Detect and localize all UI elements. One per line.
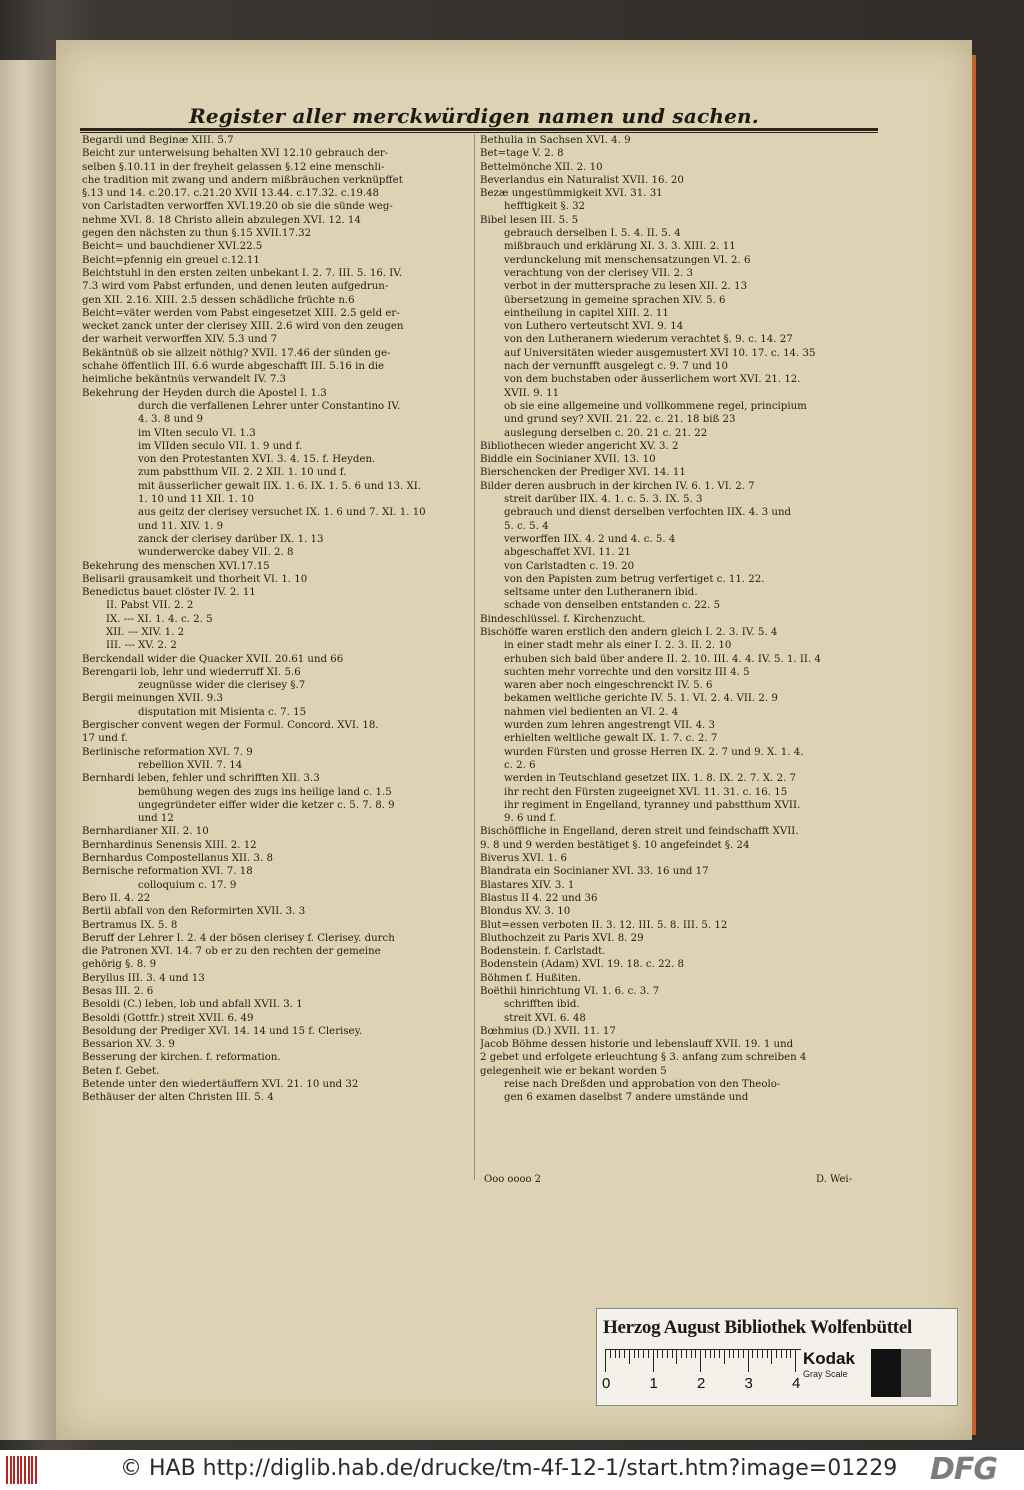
index-entry: verdunckelung mit menschensatzungen VI. 2. 6 xyxy=(504,254,751,266)
index-entry: erhielten weltliche gewalt IX. 1. 7. c. 2. 7 xyxy=(504,733,718,745)
index-entry: Beruff der Lehrer I. 2. 4 der bösen clerisey f. Clerisey. durch xyxy=(82,932,395,944)
barcode-stripe xyxy=(31,1456,33,1484)
index-entry: streit XVI. 6. 48 xyxy=(504,1012,586,1024)
ruler-tick xyxy=(672,1350,673,1358)
index-entry: Bertramus IX. 5. 8 xyxy=(82,919,178,931)
credit-bar xyxy=(0,1450,1024,1490)
index-entry: Betende unter den wiedertäuffern XVI. 21. 10 und 32 xyxy=(82,1079,359,1091)
index-entry: von den Protestanten XVI. 3. 4. 15. f. Heyden. xyxy=(138,454,376,466)
index-entry: Benedictus bauet clöster IV. 2. 11 xyxy=(82,587,256,599)
index-entry: Bernische reformation XVI. 7. 18 xyxy=(82,866,253,878)
index-entry: gebrauch derselben I. 5. 4. II. 5. 4 xyxy=(504,228,681,240)
index-entry: rebellion XVII. 7. 14 xyxy=(138,759,243,771)
previous-page-edge xyxy=(0,60,58,1440)
ruler-tick xyxy=(705,1350,706,1358)
index-entry: Bernhardinus Senensis XIII. 2. 12 xyxy=(82,839,257,851)
ruler-tick xyxy=(729,1350,730,1358)
index-entry: verachtung von der clerisey VII. 2. 3 xyxy=(504,267,694,279)
index-entry: Bilder deren ausbruch in der kirchen IV. 6. 1. VI. 2. 7 xyxy=(480,480,755,492)
index-entry: von Luthero verteutscht XVI. 9. 14 xyxy=(504,321,684,333)
index-entry: der warheit verworffen XIV. 5.3 und 7 xyxy=(82,334,278,346)
index-entry: wunderwercke dabey VII. 2. 8 xyxy=(138,547,294,559)
index-entry: Bethäuser der alten Christen III. 5. 4 xyxy=(82,1092,274,1104)
index-entry: reise nach Dreßden und approbation von den Theolo- xyxy=(504,1079,781,1091)
ruler-tick xyxy=(733,1350,734,1358)
page-header: Register aller merckwürdigen namen und sachen. xyxy=(189,104,759,128)
right-column xyxy=(480,134,880,1105)
ruler-tick xyxy=(695,1350,696,1358)
ruler-tick xyxy=(767,1350,768,1358)
index-entry: Besoldi (Gottfr.) streit XVII. 6. 49 xyxy=(82,1012,254,1024)
credit-link[interactable]: © HAB http://diglib.hab.de/drucke/tm-4f-12-1/start.htm?image=01229 xyxy=(120,1456,898,1481)
index-entry: schade von denselben entstanden c. 22. 5 xyxy=(504,600,721,612)
index-entry: Blastus II 4. 22 und 36 xyxy=(480,892,598,904)
ruler-tick xyxy=(710,1350,711,1358)
index-entry: und grund sey? XVII. 21. 22. c. 21. 18 biß 23 xyxy=(504,414,736,426)
index-entry: c. 2. 6 xyxy=(504,759,536,771)
ruler-tick xyxy=(643,1350,644,1358)
index-entry: Bekehrung des menschen XVI.17.15 xyxy=(82,560,270,572)
index-entry: zanck der clerisey darüber IX. 1. 13 xyxy=(138,533,324,545)
kodak-logo: Kodak xyxy=(803,1349,855,1368)
index-entry: selben §.10.11 in der freyheit gelassen §.12 eine menschli- xyxy=(82,161,385,173)
index-entry: Beryllus III. 3. 4 und 13 xyxy=(82,972,205,984)
ruler-tick xyxy=(653,1350,654,1372)
index-entry: Bischöffe waren erstlich den andern gleich I. 2. 3. IV. 5. 4 xyxy=(480,626,778,638)
barcode-stripe xyxy=(28,1456,30,1484)
index-entry: übersetzung in gemeine sprachen XIV. 5. 6 xyxy=(504,294,726,306)
index-entry: Beicht zur unterweisung behalten XVI 12.10 gebrauch der- xyxy=(82,148,389,160)
ruler-tick xyxy=(757,1350,758,1358)
ruler-tick xyxy=(743,1350,744,1358)
ruler-tick xyxy=(790,1350,791,1358)
index-entry: Bierschencken der Prediger XVI. 14. 11 xyxy=(480,467,686,479)
index-entry: im VIIden seculo VII. 1. 9 und f. xyxy=(138,440,303,452)
gray-swatch-dark xyxy=(871,1349,901,1397)
index-entry: Bibliothecen wieder angericht XV. 3. 2 xyxy=(480,440,679,452)
index-entry: die Patronen XVI. 14. 7 ob er zu den rechten der gemeine xyxy=(82,946,381,958)
signature-mark: Ooo oooo 2 xyxy=(484,1174,542,1185)
index-entry: Besserung der kirchen. f. reformation. xyxy=(82,1052,281,1064)
index-entry: von den Lutheranern wiederum verachtet §. 9. c. 14. 27 xyxy=(504,334,793,346)
index-entry: erhuben sich bald über andere II. 2. 10. III. 4. 4. IV. 5. 1. II. 4 xyxy=(504,653,821,665)
ruler-tick xyxy=(610,1350,611,1358)
index-entry: 17 und f. xyxy=(82,733,128,745)
ruler-tick xyxy=(748,1350,749,1372)
index-entry: abgeschaffet XVI. 11. 21 xyxy=(504,547,631,559)
ruler-tick xyxy=(648,1350,649,1358)
ruler-tick xyxy=(752,1350,753,1358)
index-entry: von dem buchstaben oder äusserlichem wort XVI. 21. 12. xyxy=(504,374,801,386)
index-entry: Bibel lesen III. 5. 5 xyxy=(480,214,579,226)
ruler-tick xyxy=(771,1350,772,1364)
catchword: D. Wei- xyxy=(816,1174,852,1185)
index-entry: schahe öffentlich III. 6.6 wurde abgeschafft III. 5.16 in die xyxy=(82,361,385,373)
index-entry: ob sie eine allgemeine und vollkommene regel, principium xyxy=(504,400,807,412)
index-entry: im VIten seculo VI. 1.3 xyxy=(138,427,256,439)
ruler-number: 4 xyxy=(792,1375,801,1392)
index-entry: durch die verfallenen Lehrer unter Constantino IV. xyxy=(138,400,401,412)
index-entry: Begardi und Beginæ XIII. 5.7 xyxy=(82,135,234,146)
index-entry: Blandrata ein Socinianer XVI. 33. 16 und 17 xyxy=(480,866,709,878)
index-entry: Bernhardianer XII. 2. 10 xyxy=(82,826,209,838)
index-entry: II. Pabst VII. 2. 2 xyxy=(106,600,194,612)
ruler-tick xyxy=(795,1350,796,1372)
index-entry: Bœhmius (D.) XVII. 11. 17 xyxy=(480,1025,616,1037)
scale-ruler xyxy=(605,1349,801,1374)
index-entry: mit äusserlicher gewalt IIX. 1. 6. IX. 1. 5. 6 und 13. XI. xyxy=(138,480,422,492)
index-entry: ihr recht den Fürsten zugeeignet XVI. 11. 31. c. 16. 15 xyxy=(504,786,788,798)
index-entry: Berckendall wider die Quacker XVII. 20.61 und 66 xyxy=(82,653,344,665)
index-entry: gen 6 examen daselbst 7 andere umstände und xyxy=(504,1092,749,1104)
index-entry: Bergischer convent wegen der Formul. Concord. XVI. 18. xyxy=(82,720,379,732)
ruler-tick xyxy=(662,1350,663,1358)
index-entry: nahmen viel bedienten an VI. 2. 4 xyxy=(504,706,679,718)
barcode-icon xyxy=(6,1456,40,1484)
index-entry: Beichtstuhl in den ersten zeiten unbekant I. 2. 7. III. 5. 16. IV. xyxy=(82,267,403,279)
ruler-number: 1 xyxy=(649,1375,658,1392)
index-entry: suchten mehr vorrechte und den vorsitz III 4. 5 xyxy=(504,666,750,678)
index-entry: 2 gebet und erfolgete erleuchtung § 3. anfang zum schreiben 4 xyxy=(480,1052,807,1064)
index-entry: Bodenstein. f. Carlstadt. xyxy=(480,946,606,958)
barcode-stripe xyxy=(17,1456,19,1484)
index-entry: Besoldi (C.) leben, lob und abfall XVII. 3. 1 xyxy=(82,999,303,1011)
index-entry: 1. 10 und 11 XII. 1. 10 xyxy=(138,494,254,506)
index-entry: gegen den nächsten zu thun §.15 XVII.17.32 xyxy=(82,228,312,240)
index-entry: verbot in der muttersprache zu lesen XII. 2. 13 xyxy=(504,281,748,293)
index-entry: nach der vernunfft ausgelegt c. 9. 7 und 10 xyxy=(504,361,728,373)
index-entry: zum pabstthum VII. 2. 2 XII. 1. 10 und f. xyxy=(138,467,347,479)
index-entry: aus geitz der clerisey versuchet IX. 1. 6 und 7. XI. 1. 10 xyxy=(138,507,426,519)
index-entry: in einer stadt mehr als einer I. 2. 3. II. 2. 10 xyxy=(504,640,732,652)
index-entry: verworffen IIX. 4. 2 und 4. c. 5. 4 xyxy=(504,533,676,545)
index-entry: auf Universitäten wieder ausgemustert XVI 10. 17. c. 14. 35 xyxy=(504,347,816,359)
index-entry: Bertii abfall von den Reformirten XVII. 3. 3 xyxy=(82,906,306,918)
ruler-number: 0 xyxy=(602,1375,611,1392)
index-entry: Blastares XIV. 3. 1 xyxy=(480,879,575,891)
index-entry: XII. --- XIV. 1. 2 xyxy=(106,626,185,638)
index-entry: 9. 8 und 9 werden bestätiget §. 10 angefeindet §. 24 xyxy=(480,839,750,851)
index-entry: Bethulia in Sachsen XVI. 4. 9 xyxy=(480,135,631,146)
index-entry: Jacob Böhme dessen historie und lebenslauff XVII. 19. 1 und xyxy=(480,1039,794,1051)
dfg-logo: DFG xyxy=(930,1452,998,1487)
index-entry: Besoldung der Prediger XVI. 14. 14 und 15 f. Clerisey. xyxy=(82,1025,363,1037)
header-rule-thin xyxy=(80,132,878,133)
ruler-tick xyxy=(634,1350,635,1358)
ruler-tick xyxy=(605,1350,606,1372)
index-entry: Belisarii grausamkeit und thorheit VI. 1. 10 xyxy=(82,573,308,585)
index-entry: wurden Fürsten und grosse Herren IX. 2. 7 und 9. X. 1. 4. xyxy=(504,746,804,758)
ruler-tick xyxy=(638,1350,639,1358)
index-entry: von Carlstadten c. 19. 20 xyxy=(504,560,635,572)
ruler-tick xyxy=(619,1350,620,1358)
index-entry: 5. c. 5. 4 xyxy=(504,520,549,532)
index-entry: und 12 xyxy=(138,813,174,825)
index-entry: gelegenheit wie er bekant worden 5 xyxy=(480,1065,667,1077)
index-entry: nehme XVI. 8. 18 Christo allein abzulegen XVI. 12. 14 xyxy=(82,214,361,226)
index-entry: bemühung wegen des zugs ins heilige land c. 1.5 xyxy=(138,786,392,798)
gray-swatch-mid xyxy=(901,1349,931,1397)
index-entry: Bet=tage V. 2. 8 xyxy=(480,148,564,160)
index-entry: von den Papisten zum betrug verfertiget c. 11. 22. xyxy=(504,573,765,585)
ruler-tick xyxy=(738,1350,739,1358)
index-entry: Bessarion XV. 3. 9 xyxy=(82,1039,175,1051)
index-entry: Bernhardi leben, fehler und schrifften XII. 3.3 xyxy=(82,773,320,785)
index-entry: Beverlandus ein Naturalist XVII. 16. 20 xyxy=(480,174,684,186)
ruler-tick xyxy=(686,1350,687,1358)
index-entry: streit darüber IIX. 4. 1. c. 5. 3. IX. 5. 3 xyxy=(504,494,703,506)
left-column xyxy=(82,134,472,1105)
index-entry: Beicht= und bauchdiener XVI.22.5 xyxy=(82,241,263,253)
ruler-tick xyxy=(776,1350,777,1358)
index-entry: Böhmen f. Hußiten. xyxy=(480,972,581,984)
index-entry: Blut=essen verboten II. 3. 12. III. 5. 8. III. 5. 12 xyxy=(480,919,728,931)
index-entry: Bezæ ungestümmigkeit XVI. 31. 31 xyxy=(480,188,663,200)
index-entry: Bergii meinungen XVII. 9.3 xyxy=(82,693,223,705)
ruler-tick xyxy=(700,1350,701,1372)
index-entry: seltsame unter den Lutheranern ibid. xyxy=(504,587,698,599)
ruler-tick xyxy=(676,1350,677,1364)
index-entry: Boëthii hinrichtung VI. 1. 6. c. 3. 7 xyxy=(480,986,660,997)
index-entry: disputation mit Misienta c. 7. 15 xyxy=(138,706,307,718)
index-entry: Bettelmönche XII. 2. 10 xyxy=(480,161,603,173)
gray-scale-label: Gray Scale xyxy=(803,1369,848,1379)
ruler-tick xyxy=(667,1350,668,1358)
index-entry: 4. 3. 8 und 9 xyxy=(138,414,204,426)
index-entry: ihr regiment in Engelland, tyranney und pabstthum XVII. xyxy=(504,799,801,811)
index-entry: Bluthochzeit zu Paris XVI. 8. 29 xyxy=(480,932,644,944)
index-entry: wecket zanck unter der clerisey XIII. 2.6 wird von den zeugen xyxy=(82,321,404,333)
index-entry: Biddle ein Socinianer XVII. 13. 10 xyxy=(480,454,656,466)
index-entry: eintheilung in capitel XIII. 2. 11 xyxy=(504,307,669,319)
index-entry: Beicht=väter werden vom Pabst eingesetzet XIII. 2.5 geld er- xyxy=(82,307,400,319)
index-entry: waren aber noch eingeschrenckt IV. 5. 6 xyxy=(504,680,713,692)
index-entry: ungegründeter eiffer wider die ketzer c. 5. 7. 8. 9 xyxy=(138,799,395,811)
header-rule xyxy=(80,128,878,131)
index-entry: 9. 6 und f. xyxy=(504,813,557,825)
index-entry: Blondus XV. 3. 10 xyxy=(480,906,571,918)
index-entry: hefftigkeit §. 32 xyxy=(504,201,586,213)
ruler-tick xyxy=(786,1350,787,1358)
index-entry: Bekäntnüß ob sie allzeit nöthig? XVII. 17.46 der sünden ge- xyxy=(82,347,391,359)
index-entry: Besas III. 2. 6 xyxy=(82,986,154,997)
index-entry: Bero II. 4. 22 xyxy=(82,892,151,904)
index-entry: III. --- XV. 2. 2 xyxy=(106,640,177,652)
library-name: Herzog August Bibliothek Wolfenbüttel xyxy=(603,1317,912,1338)
ruler-tick xyxy=(724,1350,725,1364)
index-entry: Bekehrung der Heyden durch die Apostel I. 1.3 xyxy=(82,387,327,399)
index-entry: Bernhardus Compostellanus XII. 3. 8 xyxy=(82,853,273,865)
index-entry: XVII. 9. 11 xyxy=(504,387,560,399)
index-entry: zeugnüsse wider die clerisey §.7 xyxy=(138,680,306,692)
index-entry: Beten f. Gebet. xyxy=(82,1065,160,1077)
index-entry: bekamen weltliche gerichte IV. 5. 1. VI. 2. 4. VII. 2. 9 xyxy=(504,693,778,705)
barcode-stripe xyxy=(35,1456,37,1484)
ruler-tick xyxy=(681,1350,682,1358)
index-entry: Bischöffliche in Engelland, deren streit und feindschafft XVII. xyxy=(480,826,799,838)
index-entry: Berengarii lob, lehr und wiederruff XI. 5.6 xyxy=(82,666,301,678)
ruler-tick xyxy=(691,1350,692,1358)
index-entry: schrifften ibid. xyxy=(504,999,580,1011)
ruler-tick xyxy=(781,1350,782,1358)
index-entry: Bindeschlüssel. f. Kirchenzucht. xyxy=(480,613,646,625)
index-entry: und 11. XIV. 1. 9 xyxy=(138,520,224,532)
index-entry: Beicht=pfennig ein greuel c.12.11 xyxy=(82,254,260,266)
ruler-tick xyxy=(624,1350,625,1358)
barcode-stripe xyxy=(13,1456,15,1484)
index-entry: 7.3 wird vom Pabst erfunden, und denen leuten aufgedrun- xyxy=(82,281,389,293)
barcode-stripe xyxy=(6,1456,8,1484)
index-entry: von Carlstadten verworffen XVI.19.20 ob sie die sünde weg- xyxy=(82,201,393,213)
index-entry: werden in Teutschland gesetzet IIX. 1. 8. IX. 2. 7. X. 2. 7 xyxy=(504,773,797,785)
column-divider xyxy=(474,134,475,1180)
index-entry: colloquium c. 17. 9 xyxy=(138,879,237,891)
ruler-number: 3 xyxy=(744,1375,753,1392)
index-entry: gebrauch und dienst derselben verfochten IIX. 4. 3 und xyxy=(504,507,792,519)
ruler-tick xyxy=(615,1350,616,1358)
barcode-stripe xyxy=(20,1456,22,1484)
index-entry: Bodenstein (Adam) XVI. 19. 18. c. 22. 8 xyxy=(480,959,685,971)
barcode-stripe xyxy=(24,1456,26,1484)
color-target-card xyxy=(596,1308,958,1406)
index-entry: che tradition mit zwang und andern mißbräuchen verknüpffet xyxy=(82,174,403,186)
index-entry: Biverus XVI. 1. 6 xyxy=(480,853,567,865)
index-entry: gehörig §. 8. 9 xyxy=(82,959,157,971)
index-entry: auslegung derselben c. 20. 21 c. 21. 22 xyxy=(504,427,708,439)
index-entry: §.13 und 14. c.20.17. c.21.20 XVII 13.44. c.17.32. c.19.48 xyxy=(82,188,380,200)
index-entry: mißbrauch und erklärung XI. 3. 3. XIII. 2. 11 xyxy=(504,241,736,253)
barcode-stripe xyxy=(10,1456,12,1484)
index-entry: IX. --- XI. 1. 4. c. 2. 5 xyxy=(106,613,213,625)
ruler-tick xyxy=(629,1350,630,1364)
ruler-number: 2 xyxy=(697,1375,706,1392)
ruler-tick xyxy=(657,1350,658,1358)
index-entry: wurden zum lehren angestrengt VII. 4. 3 xyxy=(504,720,716,732)
ruler-tick xyxy=(714,1350,715,1358)
ruler-tick xyxy=(762,1350,763,1358)
ruler-tick xyxy=(719,1350,720,1358)
index-entry: Berlinische reformation XVI. 7. 9 xyxy=(82,746,253,758)
index-entry: heimliche bekäntnüs verwandelt IV. 7.3 xyxy=(82,374,287,386)
index-entry: gen XII. 2.16. XIII. 2.5 dessen schädliche früchte n.6 xyxy=(82,294,355,306)
